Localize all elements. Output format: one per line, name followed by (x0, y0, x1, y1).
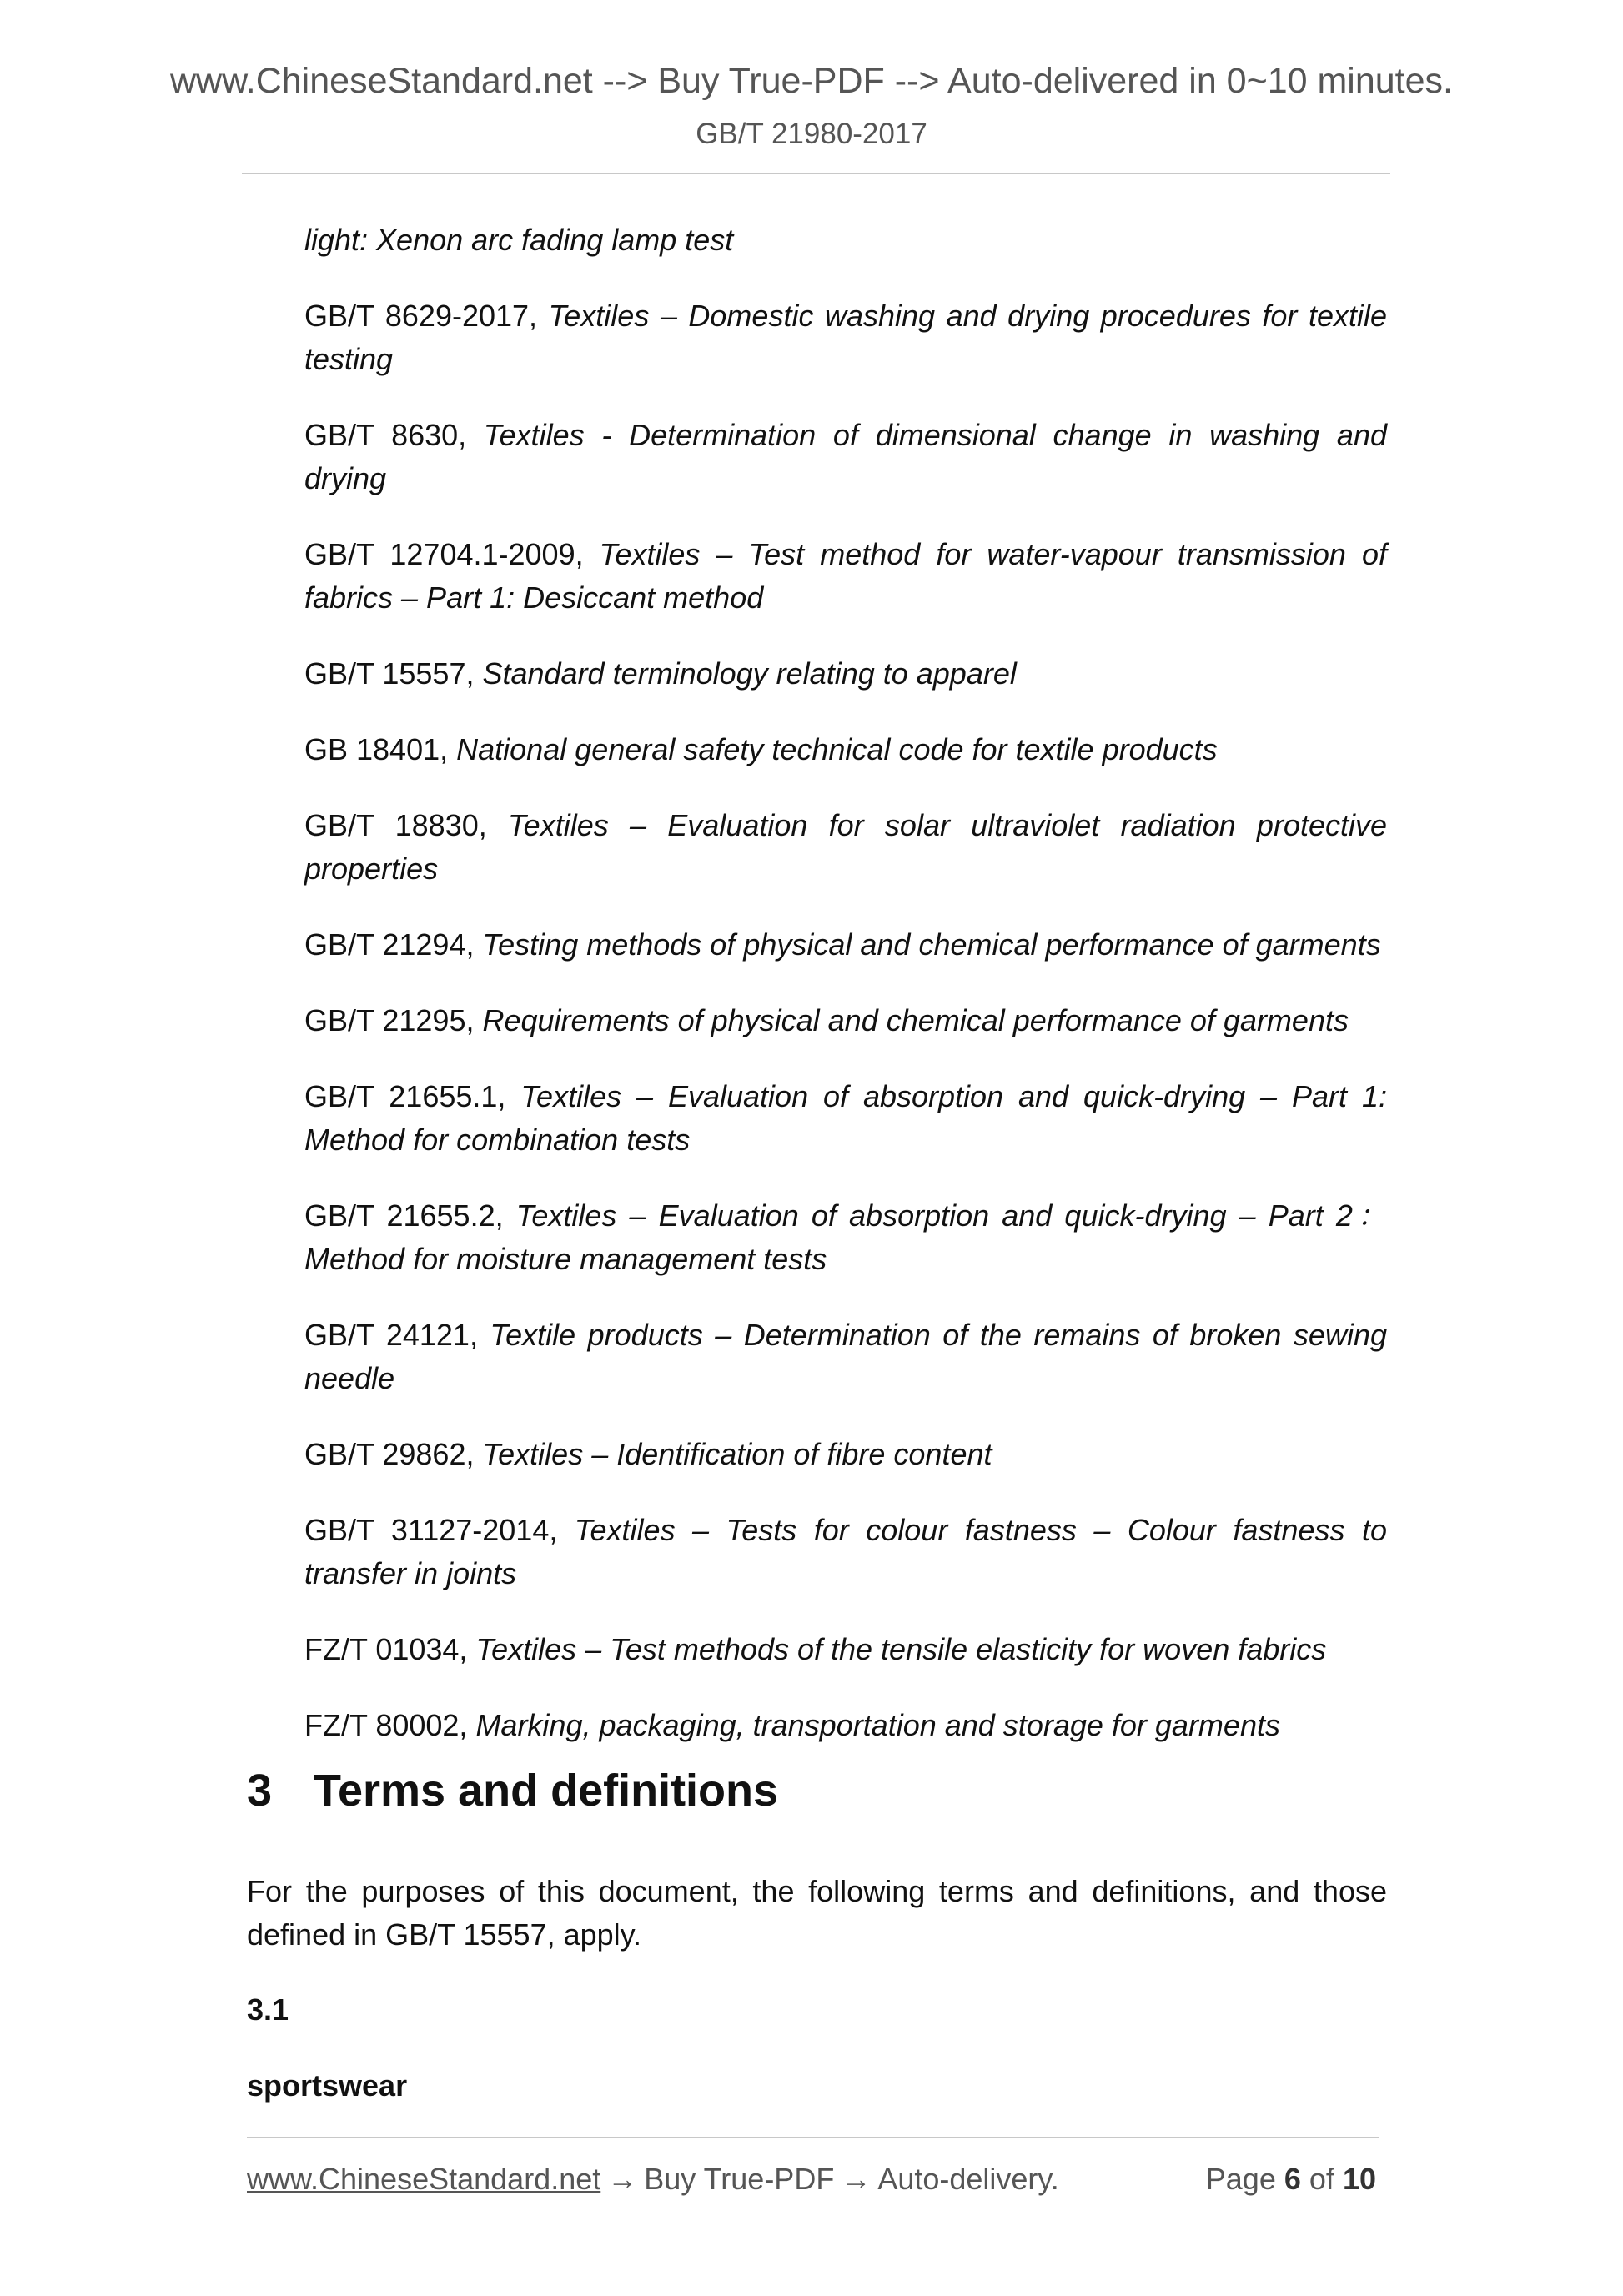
reference-item (304, 1314, 1387, 1400)
reference-code: GB/T 15557, (304, 656, 483, 691)
page-label: Page (1205, 2162, 1276, 2196)
reference-code: GB/T 21294, (304, 927, 483, 962)
reference-item (304, 999, 1387, 1042)
reference-item (304, 1075, 1387, 1162)
reference-item (304, 1628, 1387, 1671)
reference-item (304, 1509, 1387, 1595)
reference-item (304, 533, 1387, 620)
reference-code: FZ/T 01034, (304, 1632, 476, 1666)
reference-code: GB/T 31127-2014, (304, 1513, 575, 1547)
reference-item (304, 1704, 1387, 1747)
section-heading (247, 1766, 779, 1816)
term-number: 3.1 (247, 1992, 289, 2027)
reference-code: GB/T 18830, (304, 808, 508, 842)
of-label: of (1309, 2162, 1334, 2196)
header-divider (242, 173, 1390, 174)
footer-divider (247, 2137, 1379, 2138)
reference-item (304, 652, 1387, 696)
arrow-icon: → (841, 2162, 872, 2196)
reference-code: GB/T 8629-2017, (304, 299, 549, 333)
reference-code: GB/T 21655.2, (304, 1198, 516, 1233)
reference-title: light: Xenon arc fading lamp test (304, 223, 734, 257)
footer-delivery-text: Auto-delivery. (877, 2162, 1059, 2196)
reference-code: GB/T 24121, (304, 1318, 490, 1352)
reference-title: National general safety technical code for textile products (456, 732, 1218, 766)
reference-title: Requirements of physical and chemical performance of garments (482, 1003, 1349, 1037)
page-total: 10 (1342, 2162, 1376, 2196)
reference-title: Textiles – Test method for water-vapour transmission of fabrics – Part 1: Desiccant method (304, 537, 1387, 615)
section-title: Terms and definitions (314, 1766, 779, 1816)
reference-title: Textiles – Identification of fibre content (482, 1437, 992, 1471)
reference-item (304, 294, 1387, 381)
reference-title: Standard terminology relating to apparel (482, 656, 1017, 691)
reference-code: GB 18401, (304, 732, 457, 766)
arrow-icon: → (607, 2162, 638, 2196)
reference-title: Textiles – Evaluation for solar ultraviolet radiation protective properties (304, 808, 1387, 886)
reference-title: Marking, packaging, transportation and storage for garments (475, 1708, 1280, 1742)
reference-title: Textiles – Domestic washing and drying procedures for textile testing (304, 299, 1387, 376)
footer-buy-text: Buy True-PDF (644, 2162, 835, 2196)
reference-title: Textile products – Determination of the remains of broken sewing needle (304, 1318, 1387, 1395)
section-intro-paragraph: For the purposes of this document, the following terms and definitions, and those defined in GB/T 15557, apply. (247, 1874, 1387, 1952)
site-link[interactable]: www.ChineseStandard.net (247, 2162, 601, 2196)
reference-title: Textiles - Determination of dimensional change in washing and drying (304, 418, 1388, 495)
document-code: GB/T 21980-2017 (696, 118, 927, 150)
header-banner: www.ChineseStandard.net --> Buy True-PDF --> Auto-delivered in 0~10 minutes. (169, 61, 1453, 101)
reference-code: GB/T 12704.1-2009, (304, 537, 600, 571)
reference-item (304, 804, 1387, 891)
normative-references-list (304, 219, 1387, 1780)
reference-title: Textiles – Test methods of the tensile elasticity for woven fabrics (475, 1632, 1327, 1666)
footer-links (247, 2164, 1059, 2194)
term-name: sportswear (247, 2068, 408, 2103)
page-number: 6 (1284, 2162, 1301, 2196)
reference-item (304, 414, 1387, 500)
section-number: 3 (247, 1766, 273, 1816)
page-indicator (1206, 2164, 1376, 2194)
reference-code: FZ/T 80002, (304, 1708, 476, 1742)
reference-title: Textiles – Evaluation of absorption and quick-drying – Part 2：Method for moisture management tests (304, 1198, 1387, 1276)
reference-item (304, 923, 1387, 967)
reference-title: Textiles – Evaluation of absorption and quick-drying – Part 1: Method for combination tests (304, 1079, 1387, 1157)
reference-code: GB/T 29862, (304, 1437, 483, 1471)
reference-title: Textiles – Tests for colour fastness – Colour fastness to transfer in joints (304, 1513, 1387, 1590)
reference-item (304, 1433, 1387, 1476)
reference-code: GB/T 21295, (304, 1003, 483, 1037)
reference-item (304, 1194, 1387, 1281)
reference-title: Testing methods of physical and chemical performance of garments (482, 927, 1381, 962)
reference-item (304, 728, 1387, 771)
reference-code: GB/T 8630, (304, 418, 484, 452)
reference-item (304, 219, 1387, 262)
reference-code: GB/T 21655.1, (304, 1079, 521, 1113)
